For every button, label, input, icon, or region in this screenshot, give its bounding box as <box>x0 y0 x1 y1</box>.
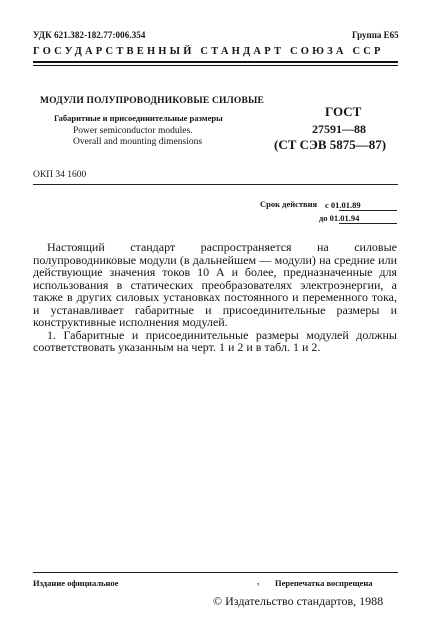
bottom-rule <box>33 572 398 573</box>
state-standard-heading: ГОСУДАРСТВЕННЫЙ СТАНДАРТ СОЮЗА ССР <box>33 46 384 57</box>
copyright-line <box>213 594 383 609</box>
validity-to: до 01.01.94 <box>319 213 360 223</box>
gost-label: ГОСТ <box>325 104 362 119</box>
top-rule-thin <box>33 65 398 66</box>
paragraph-clause-1: 1. Габаритные и присоединительные размеры модулей должны соответствовать указанным на черт. 1 и 2 и в табл. 1 и 2. <box>33 327 397 354</box>
title-english-line1: Power semiconductor modules. <box>73 126 193 136</box>
subtitle-russian: Габаритные и присоединительные размеры <box>54 113 223 123</box>
validity-from: с 01.01.89 <box>325 200 361 210</box>
reprint-prohibited: Перепечатка воспрещена <box>275 578 373 588</box>
udk-code: УДК 621.382-182.77:006.354 <box>33 30 146 40</box>
top-rule <box>33 61 398 63</box>
okp-code: ОКП 34 1600 <box>33 170 87 180</box>
validity-to-underline <box>339 223 397 224</box>
paragraph-scope: Настоящий стандарт распространяется на силовые полупроводниковые модули (в дальнейшем — модули) на средние или действующие значения токов 10 А и более, предназначенные для использования в статических преобразователях электроэнергии, а также в других силовых установках постоянного и переменного тока, и устанавливает габаритные и присоединительные размеры и конструктивные исполнения модулей. <box>33 240 397 329</box>
middle-rule <box>33 184 398 185</box>
gost-number: 27591—88 <box>312 122 366 136</box>
title-english-line2: Overall and mounting dimensions <box>73 137 203 147</box>
title-russian: МОДУЛИ ПОЛУПРОВОДНИКОВЫЕ СИЛОВЫЕ <box>40 96 265 106</box>
group-code: Группа Е65 <box>352 30 399 40</box>
copyright-text: Издательство стандартов, 1988 <box>225 594 384 608</box>
official-edition: Издание официальное <box>33 578 119 588</box>
validity-label: Срок действия <box>260 199 318 209</box>
body-text <box>33 241 397 354</box>
footer-comma: , <box>257 576 260 587</box>
copyright-icon: © <box>213 594 223 608</box>
st-sev-number: (СТ СЭВ 5875—87) <box>274 137 387 152</box>
validity-from-underline <box>339 210 397 211</box>
